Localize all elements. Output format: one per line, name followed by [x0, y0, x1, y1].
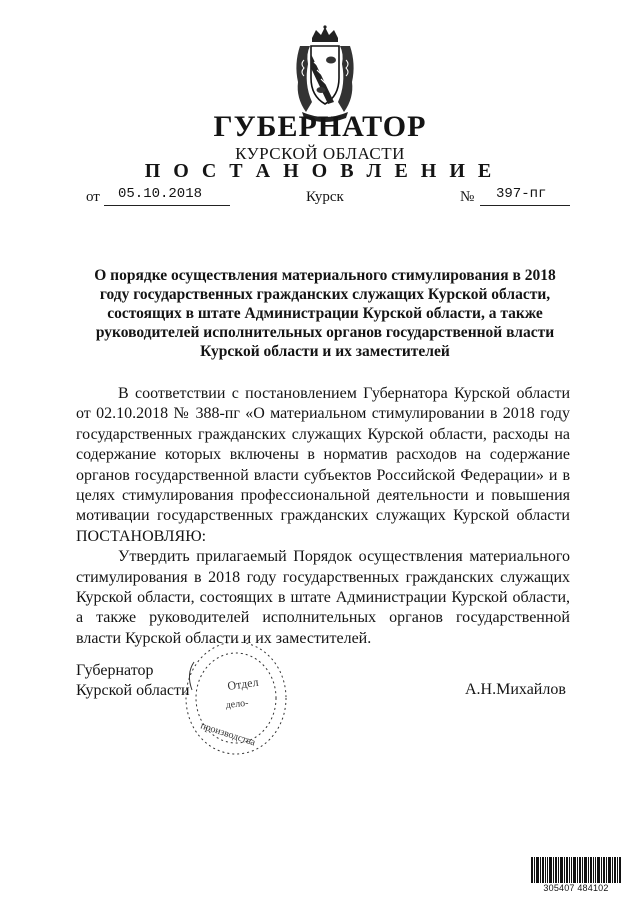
document-type: П О С Т А Н О В Л Е Н И Е: [144, 160, 496, 182]
date-underline: [104, 205, 230, 206]
number-prefix: №: [460, 189, 475, 205]
body-paragraph-resolution: Утвердить прилагаемый Порядок осуществления материального стимулирования в 2018 году государственных гражданских служащих Курской области, состоящих в штате Администрации Курской области, а также руководителей исполнительных органов государственной власти Курской области и их заместителей.: [76, 548, 570, 647]
signatory-title: [76, 661, 190, 701]
round-stamp: [180, 634, 290, 758]
body-paragraph-preamble: В соответствии с постановлением Губернатора Курской области от 02.10.2018 № 388-пг «О материальном стимулировании в 2018 году государственных гражданских служащих Курской области, расходы на содержание которых включены в норматив расходов на содержание органов государственной власти субъектов Российской Федерации» и в целях стимулирования профессиональной деятельности и повышения мотивации государственных гражданских служащих Курской области: [76, 385, 570, 525]
issuer-title: ГУБЕРНАТОР: [213, 110, 427, 143]
document-subject: О порядке осуществления материального стимулирования в 2018 году государственных гражданских служащих Курской области, состоящих в штате Администрации Курской области, а также руководителей исполнительных органов государственной власти Курской области и их заместителей: [94, 267, 556, 360]
issuer-region: КУРСКОЙ ОБЛАСТИ: [235, 144, 405, 163]
document-date: 05.10.2018: [118, 186, 203, 202]
number-underline: [480, 205, 570, 206]
document-body: [76, 384, 570, 649]
signatory-name: А.Н.Михайлов: [465, 681, 566, 698]
signatory-title-line2: Курской области: [76, 682, 190, 699]
barcode-number: 305407 484102: [531, 883, 621, 893]
svg-text:дело-: дело-: [225, 697, 250, 711]
body-resolve: ПОСТАНОВЛЯЮ:: [76, 527, 207, 545]
svg-text:Отдел: Отдел: [226, 674, 260, 693]
document-meta-row: [0, 186, 640, 210]
signatory-title-line1: Губернатор: [76, 662, 154, 679]
document-number: 397-пг: [496, 186, 547, 202]
svg-text:производства: производства: [199, 720, 257, 749]
document-city: Курск: [306, 189, 344, 205]
date-prefix: от: [86, 189, 100, 205]
coat-of-arms-icon: [290, 24, 360, 124]
